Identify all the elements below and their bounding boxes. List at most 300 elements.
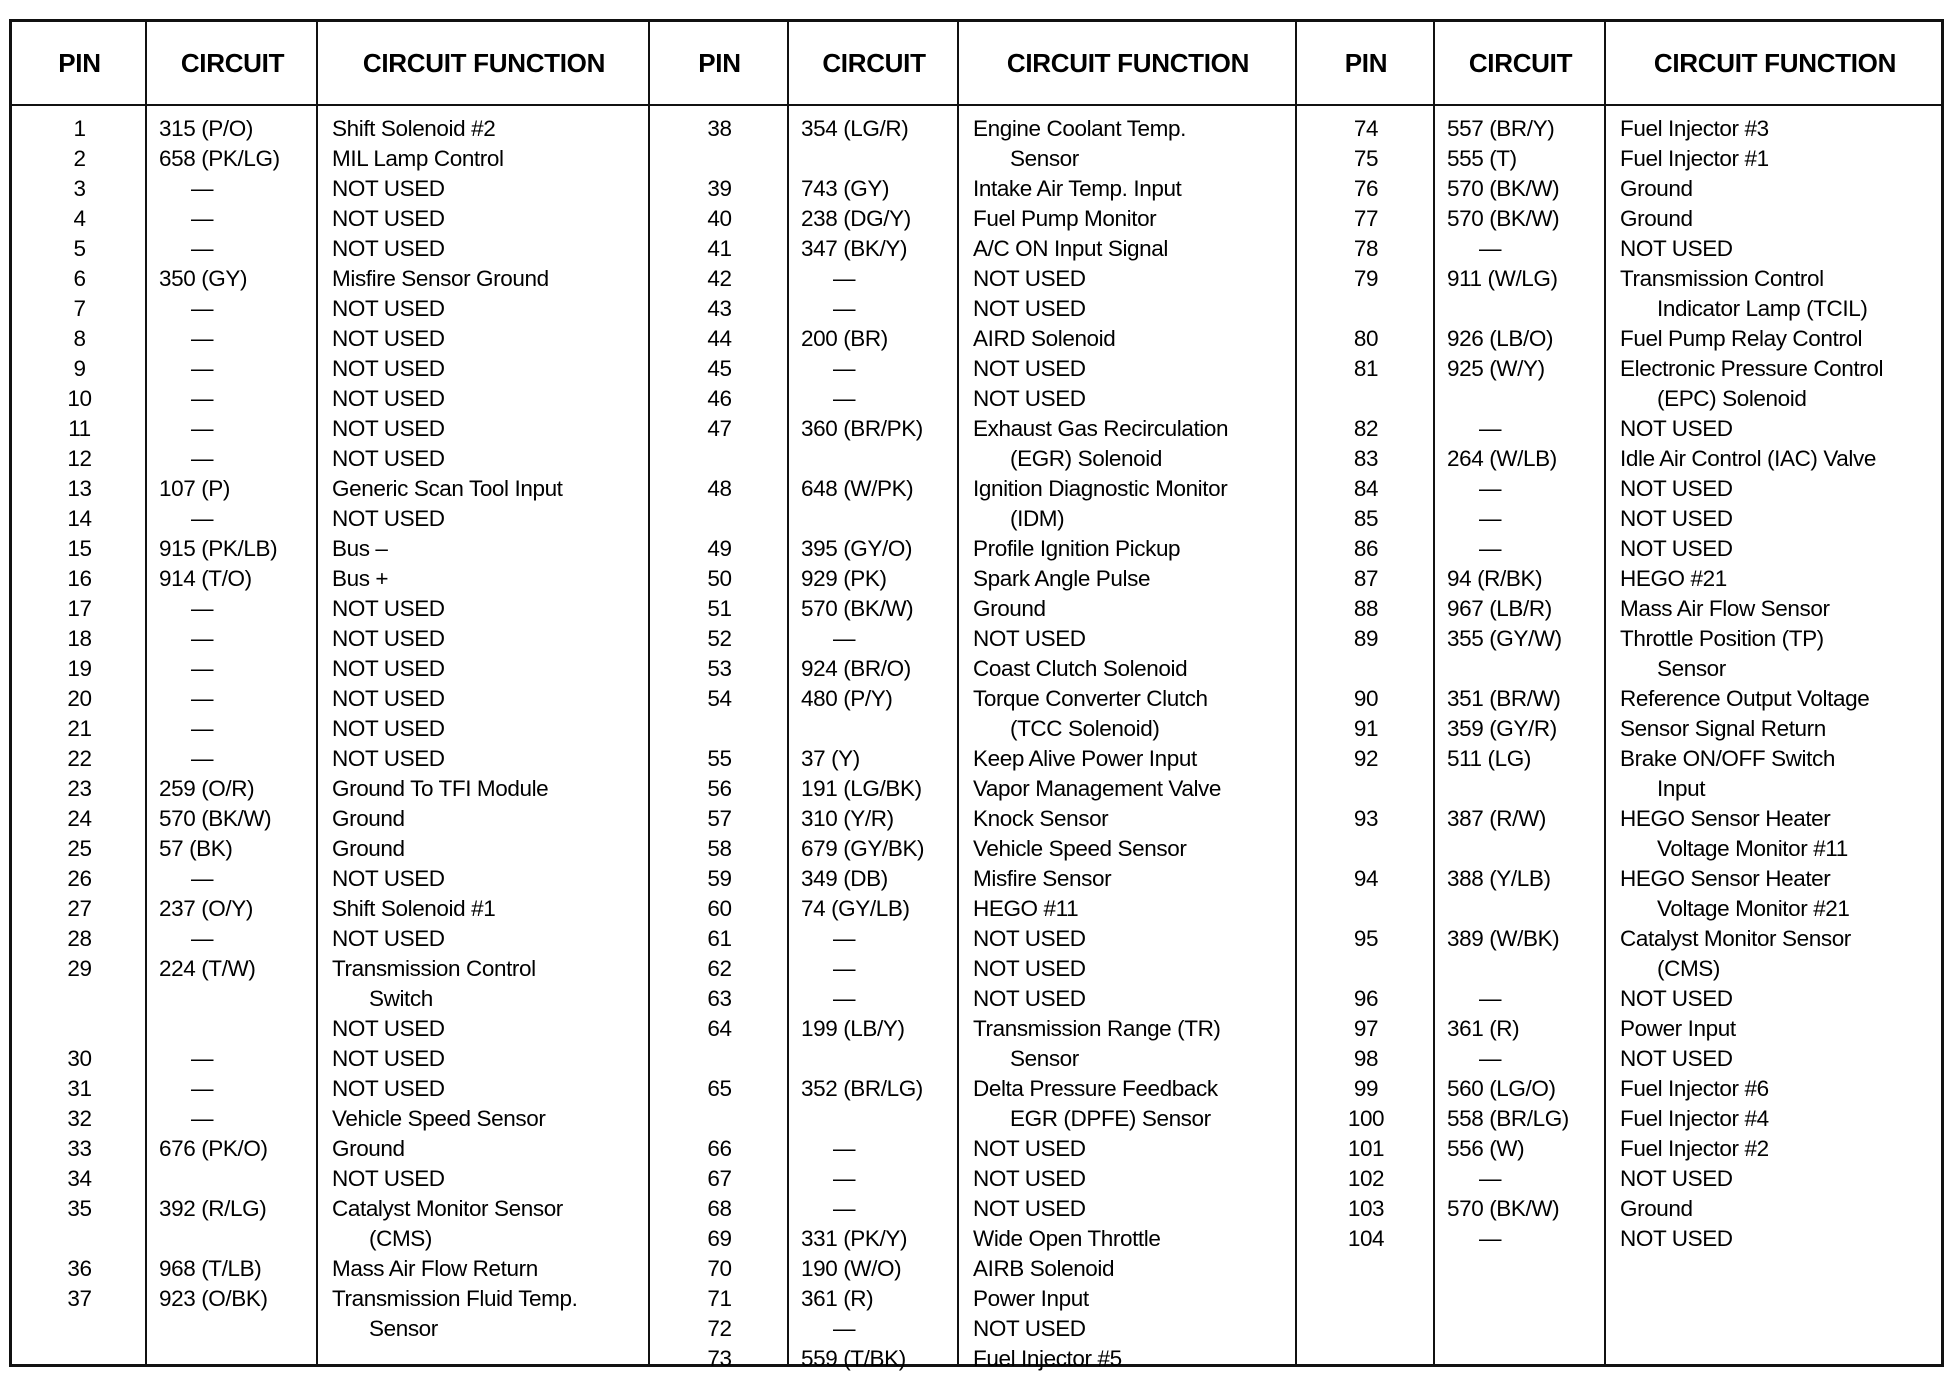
pin-number: 57 <box>707 806 732 831</box>
circuit-code: 224 (T/W) <box>159 956 256 981</box>
pin-number: 64 <box>707 1016 732 1041</box>
pin-number: 8 <box>73 326 86 351</box>
pin-number: 97 <box>1353 1016 1379 1041</box>
circuit-code: — <box>191 1046 214 1071</box>
circuit-function: NOT USED <box>332 626 445 651</box>
circuit-function: Transmission Fluid Temp. <box>332 1286 578 1311</box>
circuit-function-continuation: Sensor <box>369 1316 438 1341</box>
pin-number: 89 <box>1353 626 1379 651</box>
circuit-function: Bus – <box>332 536 388 561</box>
circuit-function: Fuel Injector #3 <box>1620 116 1769 141</box>
circuit-function: Fuel Injector #2 <box>1620 1136 1769 1161</box>
circuit-function: Ground <box>332 1136 405 1161</box>
pin-number: 62 <box>707 956 732 981</box>
circuit-function: Profile Ignition Pickup <box>973 536 1181 561</box>
circuit-code: 355 (GY/W) <box>1447 626 1562 651</box>
pin-number: 35 <box>67 1196 92 1221</box>
pin-number: 40 <box>707 206 732 231</box>
pin-number: 58 <box>707 836 732 861</box>
circuit-function-continuation: (CMS) <box>369 1226 432 1251</box>
pin-number: 7 <box>73 296 86 321</box>
circuit-function-continuation: (IDM) <box>1010 506 1065 531</box>
circuit-code: — <box>1479 986 1502 1011</box>
circuit-function: Ground <box>1620 176 1693 201</box>
pin-number: 73 <box>707 1346 732 1371</box>
circuit-code: — <box>833 986 856 1011</box>
circuit-function: Ground <box>1620 1196 1693 1221</box>
pin-circuit-table <box>9 19 1944 1371</box>
circuit-function: Vapor Management Valve <box>973 776 1222 801</box>
circuit-code: 914 (T/O) <box>159 566 252 591</box>
header-pin: PIN <box>698 47 741 78</box>
circuit-code: — <box>833 1136 856 1161</box>
pin-number: 22 <box>67 746 92 771</box>
circuit-code: — <box>191 716 214 741</box>
circuit-function: NOT USED <box>332 716 445 741</box>
circuit-function: NOT USED <box>973 1136 1086 1161</box>
pin-number: 72 <box>707 1316 732 1341</box>
pin-number: 31 <box>67 1076 92 1101</box>
circuit-function-continuation: (TCC Solenoid) <box>1010 716 1160 741</box>
pin-number: 51 <box>707 596 732 621</box>
circuit-function: NOT USED <box>332 926 445 951</box>
circuit-code: 570 (BK/W) <box>1447 206 1560 231</box>
circuit-code: 558 (BR/LG) <box>1447 1106 1569 1131</box>
pin-number: 53 <box>707 656 732 681</box>
circuit-code: 658 (PK/LG) <box>159 146 280 171</box>
pin-number: 98 <box>1353 1046 1379 1071</box>
pin-number: 42 <box>707 266 732 291</box>
circuit-code: — <box>191 506 214 531</box>
pin-number: 11 <box>68 416 91 441</box>
pin-number: 102 <box>1347 1166 1385 1191</box>
circuit-function: NOT USED <box>1620 986 1733 1011</box>
circuit-code: — <box>1479 1226 1502 1251</box>
circuit-function: Fuel Injector #6 <box>1620 1076 1769 1101</box>
pin-number: 75 <box>1353 146 1379 171</box>
circuit-function: NOT USED <box>1620 1166 1733 1191</box>
circuit-function: NOT USED <box>332 1046 445 1071</box>
circuit-function: NOT USED <box>332 1076 445 1101</box>
circuit-function: Mass Air Flow Return <box>332 1256 538 1281</box>
pin-number: 36 <box>67 1256 92 1281</box>
circuit-code: 237 (O/Y) <box>159 896 253 921</box>
circuit-function: Mass Air Flow Sensor <box>1620 596 1830 621</box>
circuit-code: — <box>191 656 214 681</box>
circuit-function: NOT USED <box>1620 1046 1733 1071</box>
circuit-function: HEGO #21 <box>1620 566 1727 591</box>
circuit-function: NOT USED <box>332 236 445 261</box>
circuit-code: 74 (GY/LB) <box>801 896 910 921</box>
circuit-function: Misfire Sensor Ground <box>332 266 549 291</box>
pin-number: 83 <box>1353 446 1379 471</box>
circuit-function: Bus + <box>332 566 389 591</box>
circuit-function: Ignition Diagnostic Monitor <box>973 476 1228 501</box>
circuit-function: Power Input <box>1620 1016 1736 1041</box>
pin-number: 41 <box>707 236 732 261</box>
circuit-function: A/C ON Input Signal <box>973 236 1168 261</box>
circuit-function: NOT USED <box>1620 236 1733 261</box>
circuit-function: NOT USED <box>973 1316 1086 1341</box>
pin-number: 96 <box>1353 986 1379 1011</box>
circuit-code: — <box>833 386 856 411</box>
circuit-code: — <box>191 1076 214 1101</box>
circuit-code: 354 (LG/R) <box>801 116 909 141</box>
circuit-function: Ground <box>973 596 1046 621</box>
circuit-code: — <box>191 296 214 321</box>
pin-number: 37 <box>67 1286 92 1311</box>
circuit-function: MIL Lamp Control <box>332 146 504 171</box>
pin-number: 82 <box>1353 416 1379 441</box>
circuit-code: 555 (T) <box>1447 146 1517 171</box>
pin-number: 101 <box>1347 1136 1385 1161</box>
circuit-function: NOT USED <box>332 1166 445 1191</box>
column-divider <box>316 22 318 1364</box>
circuit-function: Shift Solenoid #2 <box>332 116 496 141</box>
circuit-function: Spark Angle Pulse <box>973 566 1151 591</box>
circuit-code: 570 (BK/W) <box>1447 176 1560 201</box>
circuit-function: NOT USED <box>332 326 445 351</box>
circuit-code: — <box>191 416 214 441</box>
circuit-function: NOT USED <box>973 1196 1086 1221</box>
pin-number: 49 <box>707 536 732 561</box>
pin-number: 77 <box>1353 206 1379 231</box>
circuit-function: Intake Air Temp. Input <box>973 176 1182 201</box>
pin-number: 60 <box>707 896 732 921</box>
circuit-function: Ground To TFI Module <box>332 776 549 801</box>
header-circuit: CIRCUIT <box>822 47 926 78</box>
circuit-code: 199 (LB/Y) <box>801 1016 905 1041</box>
circuit-code: 350 (GY) <box>159 266 248 291</box>
header-circuit-function: CIRCUIT FUNCTION <box>1006 47 1250 78</box>
circuit-code: 315 (P/O) <box>159 116 253 141</box>
circuit-code: — <box>1479 506 1502 531</box>
circuit-function: Fuel Injector #4 <box>1620 1106 1769 1131</box>
pin-number: 90 <box>1353 686 1379 711</box>
circuit-code: — <box>833 626 856 651</box>
circuit-function: Transmission Control <box>1620 266 1824 291</box>
pin-number: 48 <box>707 476 732 501</box>
circuit-function: NOT USED <box>332 1016 445 1041</box>
pin-number: 63 <box>707 986 732 1011</box>
pin-number: 23 <box>67 776 92 801</box>
circuit-code: 557 (BR/Y) <box>1447 116 1555 141</box>
circuit-function: Knock Sensor <box>973 806 1109 831</box>
pin-number: 78 <box>1353 236 1379 261</box>
circuit-code: — <box>1479 236 1502 261</box>
circuit-code: 351 (BR/W) <box>1447 686 1561 711</box>
pin-number: 76 <box>1353 176 1379 201</box>
circuit-code: 361 (R) <box>801 1286 874 1311</box>
circuit-code: 570 (BK/W) <box>1447 1196 1560 1221</box>
circuit-function: Fuel Pump Monitor <box>973 206 1157 231</box>
circuit-function: NOT USED <box>973 356 1086 381</box>
pin-number: 14 <box>67 506 92 531</box>
circuit-function: Power Input <box>973 1286 1089 1311</box>
circuit-function: Ground <box>332 836 405 861</box>
circuit-function: NOT USED <box>332 176 445 201</box>
circuit-code: — <box>191 1106 214 1131</box>
circuit-code: 352 (BR/LG) <box>801 1076 923 1101</box>
circuit-code: 360 (BR/PK) <box>801 416 923 441</box>
circuit-code: 676 (PK/O) <box>159 1136 268 1161</box>
pin-number: 91 <box>1353 716 1379 741</box>
circuit-code: 911 (W/LG) <box>1447 266 1558 291</box>
pin-number: 39 <box>707 176 732 201</box>
circuit-code: 389 (W/BK) <box>1447 926 1560 951</box>
circuit-code: — <box>191 866 214 891</box>
circuit-function-continuation: (CMS) <box>1657 956 1720 981</box>
pin-number: 10 <box>67 386 92 411</box>
circuit-function: NOT USED <box>973 926 1086 951</box>
circuit-code: — <box>833 1196 856 1221</box>
circuit-function: NOT USED <box>973 956 1086 981</box>
pin-number: 38 <box>707 116 732 141</box>
circuit-function-continuation: Voltage Monitor #11 <box>1657 836 1848 861</box>
circuit-code: 560 (LG/O) <box>1447 1076 1556 1101</box>
circuit-function: Fuel Injector #1 <box>1620 146 1769 171</box>
circuit-code: 679 (GY/BK) <box>801 836 925 861</box>
circuit-code: — <box>1479 1166 1502 1191</box>
pin-number: 67 <box>707 1166 732 1191</box>
pin-number: 44 <box>707 326 732 351</box>
circuit-function: NOT USED <box>973 386 1086 411</box>
pin-number: 85 <box>1353 506 1379 531</box>
pin-number: 88 <box>1353 596 1379 621</box>
circuit-function: NOT USED <box>973 296 1086 321</box>
circuit-code: 259 (O/R) <box>159 776 255 801</box>
header-pin: PIN <box>1344 47 1388 78</box>
pin-number: 71 <box>707 1286 732 1311</box>
header-circuit-function: CIRCUIT FUNCTION <box>362 47 606 78</box>
circuit-function: NOT USED <box>332 206 445 231</box>
pin-number: 54 <box>707 686 732 711</box>
pin-number: 104 <box>1347 1226 1385 1251</box>
circuit-function-continuation: Sensor <box>1010 1046 1079 1071</box>
pin-number: 70 <box>707 1256 732 1281</box>
pin-number: 15 <box>67 536 92 561</box>
circuit-code: 511 (LG) <box>1447 746 1531 771</box>
circuit-function: NOT USED <box>973 986 1086 1011</box>
pin-number: 25 <box>67 836 92 861</box>
circuit-code: 924 (BR/O) <box>801 656 911 681</box>
pin-number: 81 <box>1353 356 1379 381</box>
pin-number: 74 <box>1353 116 1379 141</box>
circuit-function: Reference Output Voltage <box>1620 686 1870 711</box>
pin-number: 19 <box>67 656 92 681</box>
pin-number: 69 <box>707 1226 732 1251</box>
circuit-code: — <box>191 206 214 231</box>
pin-number: 52 <box>707 626 732 651</box>
circuit-function: Transmission Control <box>332 956 536 981</box>
circuit-code: 347 (BK/Y) <box>801 236 908 261</box>
circuit-code: 361 (R) <box>1447 1016 1520 1041</box>
pin-number: 84 <box>1353 476 1379 501</box>
circuit-code: — <box>1479 1046 1502 1071</box>
circuit-function: AIRB Solenoid <box>973 1256 1115 1281</box>
pin-number: 32 <box>67 1106 92 1131</box>
circuit-function: HEGO #11 <box>973 896 1079 921</box>
circuit-code: — <box>191 236 214 261</box>
circuit-function: Coast Clutch Solenoid <box>973 656 1188 681</box>
pin-number: 1 <box>73 116 86 141</box>
circuit-function: Ground <box>1620 206 1693 231</box>
circuit-code: 743 (GY) <box>801 176 890 201</box>
pin-number: 94 <box>1353 866 1379 891</box>
circuit-function: Torque Converter Clutch <box>973 686 1208 711</box>
circuit-function: NOT USED <box>973 626 1086 651</box>
pin-number: 27 <box>67 896 92 921</box>
pin-number: 79 <box>1353 266 1379 291</box>
pin-number: 46 <box>707 386 732 411</box>
circuit-function: Vehicle Speed Sensor <box>332 1106 546 1131</box>
circuit-code: 925 (W/Y) <box>1447 356 1545 381</box>
circuit-code: 359 (GY/R) <box>1447 716 1557 741</box>
header-circuit: CIRCUIT <box>180 47 285 78</box>
circuit-code: 387 (R/W) <box>1447 806 1546 831</box>
header-circuit-function: CIRCUIT FUNCTION <box>1653 47 1897 78</box>
circuit-function-continuation: Sensor <box>1010 146 1079 171</box>
circuit-code: 190 (W/O) <box>801 1256 902 1281</box>
circuit-code: 480 (P/Y) <box>801 686 893 711</box>
circuit-function: Generic Scan Tool Input <box>332 476 563 501</box>
pin-number: 28 <box>67 926 92 951</box>
circuit-code: 94 (R/BK) <box>1447 566 1543 591</box>
circuit-code: 570 (BK/W) <box>159 806 272 831</box>
circuit-function: NOT USED <box>332 686 445 711</box>
circuit-code: 37 (Y) <box>801 746 860 771</box>
circuit-function: HEGO Sensor Heater <box>1620 806 1831 831</box>
pin-number: 24 <box>67 806 92 831</box>
circuit-function: Exhaust Gas Recirculation <box>973 416 1229 441</box>
circuit-code: 648 (W/PK) <box>801 476 914 501</box>
header-divider <box>12 104 1941 106</box>
circuit-code: 395 (GY/O) <box>801 536 913 561</box>
pin-number: 17 <box>67 596 92 621</box>
circuit-function: Transmission Range (TR) <box>973 1016 1221 1041</box>
header-pin: PIN <box>58 47 101 78</box>
pin-number: 86 <box>1353 536 1379 561</box>
circuit-code: 200 (BR) <box>801 326 888 351</box>
pin-number: 61 <box>707 926 732 951</box>
circuit-code: 57 (BK) <box>159 836 233 861</box>
circuit-function: NOT USED <box>332 446 445 471</box>
pin-number: 6 <box>73 266 86 291</box>
pin-number: 5 <box>73 236 86 261</box>
circuit-function: Catalyst Monitor Sensor <box>1620 926 1851 951</box>
circuit-code: — <box>191 626 214 651</box>
pin-number: 80 <box>1353 326 1379 351</box>
circuit-function: NOT USED <box>973 266 1086 291</box>
circuit-code: 349 (DB) <box>801 866 888 891</box>
circuit-code: — <box>191 746 214 771</box>
circuit-function: NOT USED <box>973 1166 1086 1191</box>
pin-number: 26 <box>67 866 92 891</box>
circuit-code: — <box>1479 416 1502 441</box>
circuit-function-continuation: EGR (DPFE) Sensor <box>1010 1106 1211 1131</box>
circuit-function: Engine Coolant Temp. <box>973 116 1186 141</box>
circuit-code: 191 (LG/BK) <box>801 776 922 801</box>
circuit-code: 264 (W/LB) <box>1447 446 1557 471</box>
circuit-code: — <box>833 296 856 321</box>
circuit-function-continuation: Switch <box>369 986 433 1011</box>
pin-number: 43 <box>707 296 732 321</box>
circuit-function: Delta Pressure Feedback <box>973 1076 1218 1101</box>
pin-number: 30 <box>67 1046 92 1071</box>
pin-number: 45 <box>707 356 732 381</box>
pin-number: 4 <box>73 206 86 231</box>
circuit-code: — <box>833 266 856 291</box>
pin-number: 50 <box>707 566 732 591</box>
pin-number: 65 <box>707 1076 732 1101</box>
circuit-code: 556 (W) <box>1447 1136 1525 1161</box>
pin-number: 34 <box>67 1166 92 1191</box>
pin-number: 12 <box>67 446 92 471</box>
circuit-code: — <box>191 596 214 621</box>
circuit-code: — <box>191 326 214 351</box>
circuit-function: NOT USED <box>332 596 445 621</box>
circuit-code: — <box>833 956 856 981</box>
circuit-function-continuation: Sensor <box>1657 656 1726 681</box>
circuit-function: NOT USED <box>332 356 445 381</box>
pin-number: 13 <box>67 476 92 501</box>
circuit-code: 238 (DG/Y) <box>801 206 911 231</box>
circuit-code: 331 (PK/Y) <box>801 1226 908 1251</box>
circuit-code: 923 (O/BK) <box>159 1286 268 1311</box>
circuit-code: — <box>191 386 214 411</box>
circuit-function: NOT USED <box>1620 476 1733 501</box>
pin-number: 2 <box>73 146 86 171</box>
circuit-function: NOT USED <box>1620 506 1733 531</box>
circuit-function-continuation: (EGR) Solenoid <box>1010 446 1162 471</box>
circuit-function: NOT USED <box>332 296 445 321</box>
pin-number: 93 <box>1353 806 1379 831</box>
pin-number: 92 <box>1353 746 1379 771</box>
circuit-code: — <box>833 356 856 381</box>
circuit-function: Electronic Pressure Control <box>1620 356 1884 381</box>
circuit-function: NOT USED <box>332 866 445 891</box>
pin-number: 95 <box>1353 926 1379 951</box>
circuit-function: NOT USED <box>332 656 445 681</box>
circuit-function: Brake ON/OFF Switch <box>1620 746 1835 771</box>
circuit-function: Vehicle Speed Sensor <box>973 836 1187 861</box>
pin-number: 33 <box>67 1136 92 1161</box>
circuit-function: Misfire Sensor <box>973 866 1112 891</box>
circuit-code: — <box>191 926 214 951</box>
column-divider <box>1604 22 1606 1364</box>
circuit-function-continuation: (EPC) Solenoid <box>1657 386 1807 411</box>
circuit-code: 968 (T/LB) <box>159 1256 262 1281</box>
column-divider <box>957 22 959 1364</box>
pin-number: 29 <box>67 956 92 981</box>
circuit-code: — <box>833 1166 856 1191</box>
circuit-code: 310 (Y/R) <box>801 806 894 831</box>
pin-number: 99 <box>1353 1076 1379 1101</box>
pin-number <box>12 1014 147 1044</box>
circuit-code: 559 (T/BK) <box>801 1346 906 1371</box>
circuit-function: HEGO Sensor Heater <box>1620 866 1831 891</box>
circuit-code: — <box>1479 536 1502 561</box>
pin-number: 87 <box>1353 566 1379 591</box>
circuit-function: Keep Alive Power Input <box>973 746 1197 771</box>
circuit-function: AIRD Solenoid <box>973 326 1116 351</box>
circuit-code: — <box>191 686 214 711</box>
circuit-function: NOT USED <box>332 386 445 411</box>
circuit-code: — <box>1479 476 1502 501</box>
pin-number: 20 <box>67 686 92 711</box>
circuit-function: NOT USED <box>332 746 445 771</box>
circuit-function-continuation: Indicator Lamp (TCIL) <box>1657 296 1868 321</box>
